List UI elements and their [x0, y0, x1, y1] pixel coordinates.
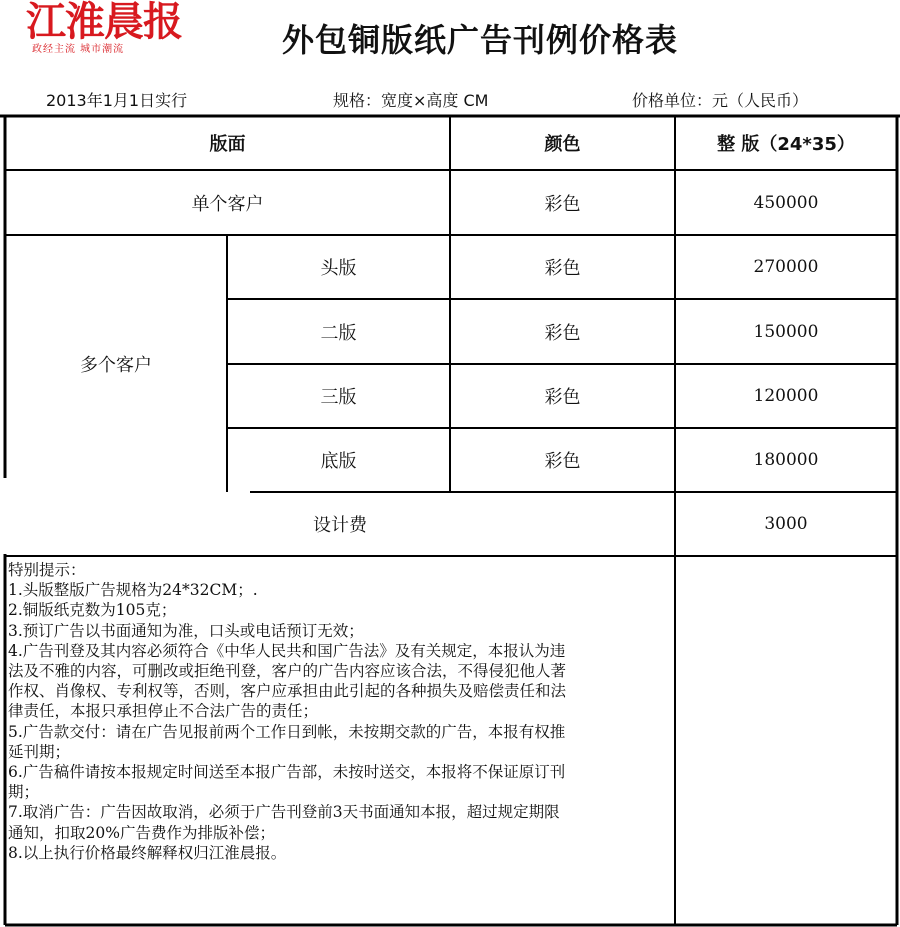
row-color: 彩色 — [544, 258, 581, 279]
note-line: 4.广告刊登及其内容必须符合《中华人民共和国广告法》及有关规定，本报认为违 — [8, 641, 566, 660]
newspaper-logo — [24, 0, 214, 60]
note-line: 特别提示： — [8, 561, 86, 579]
row-price: 150000 — [753, 321, 819, 342]
header-page: 版面 — [209, 134, 246, 155]
note-line: 2.铜版纸克数为105克； — [8, 601, 177, 620]
note-line: 3.预订广告以书面通知为准，口头或电话预订无效； — [8, 621, 364, 640]
row-page-label: 头版 — [320, 258, 357, 279]
row-price: 270000 — [753, 257, 819, 277]
logo-title: 江淮晨报 — [26, 0, 182, 45]
note-line: 法及不雅的内容，可删改或拒绝刊登，客户的广告内容应该合法，不得侵犯他人著 — [8, 662, 567, 681]
price-unit: 价格单位：元（人民币） — [632, 91, 809, 110]
page-title: 外包铜版纸广告刊例价格表 — [282, 21, 679, 59]
note-line: 作权、肖像权、专利权等，否则，客户应承担由此引起的各种损失及赔偿责任和法 — [8, 682, 567, 701]
note-line: 律责任，本报只承担停止不合法广告的责任； — [8, 702, 319, 721]
note-line: 5.广告款交付：请在广告见报前两个工作日到帐，未按期交款的广告，本报有权推 — [8, 722, 566, 741]
special-notes — [8, 560, 676, 863]
logo-slogan: 政经主流 城市潮流 — [32, 44, 125, 55]
single-customer-label: 单个客户 — [191, 193, 264, 215]
note-line: 8.以上执行价格最终解释权归江淮晨报。 — [8, 843, 287, 862]
multi-customer-label: 多个客户 — [80, 354, 152, 376]
note-line: 1.头版整版广告规格为24*32CM；. — [8, 581, 258, 600]
design-fee-label: 设计费 — [313, 515, 367, 536]
note-line: 期； — [8, 783, 40, 802]
single-customer-color: 彩色 — [544, 193, 581, 215]
note-line: 通知，扣取20%广告费作为排版补偿； — [8, 823, 275, 842]
size-spec: 规格：宽度×高度 CM — [333, 91, 489, 110]
row-color: 彩色 — [544, 322, 581, 344]
row-page-label: 二版 — [320, 322, 357, 344]
row-page-label: 底版 — [320, 451, 357, 472]
row-page-label: 三版 — [320, 387, 357, 408]
effective-date: 2013年1月1日实行 — [46, 91, 188, 110]
row-color: 彩色 — [544, 387, 581, 408]
row-price: 180000 — [753, 450, 819, 470]
header-full-page: 整 版（24*35） — [717, 134, 855, 155]
note-line: 6.广告稿件请按本报规定时间送至本报广告部，未按时送交，本报将不保证原订刊 — [8, 763, 566, 782]
single-customer-price: 450000 — [753, 192, 819, 213]
row-price: 120000 — [753, 386, 819, 406]
note-line: 延刊期； — [8, 742, 71, 761]
row-color: 彩色 — [544, 451, 581, 472]
note-line: 7.取消广告：广告因故取消，必须于广告刊登前3天书面通知本报，超过规定期限 — [8, 803, 560, 822]
header-color: 颜色 — [544, 134, 581, 155]
design-fee-price: 3000 — [764, 514, 808, 534]
